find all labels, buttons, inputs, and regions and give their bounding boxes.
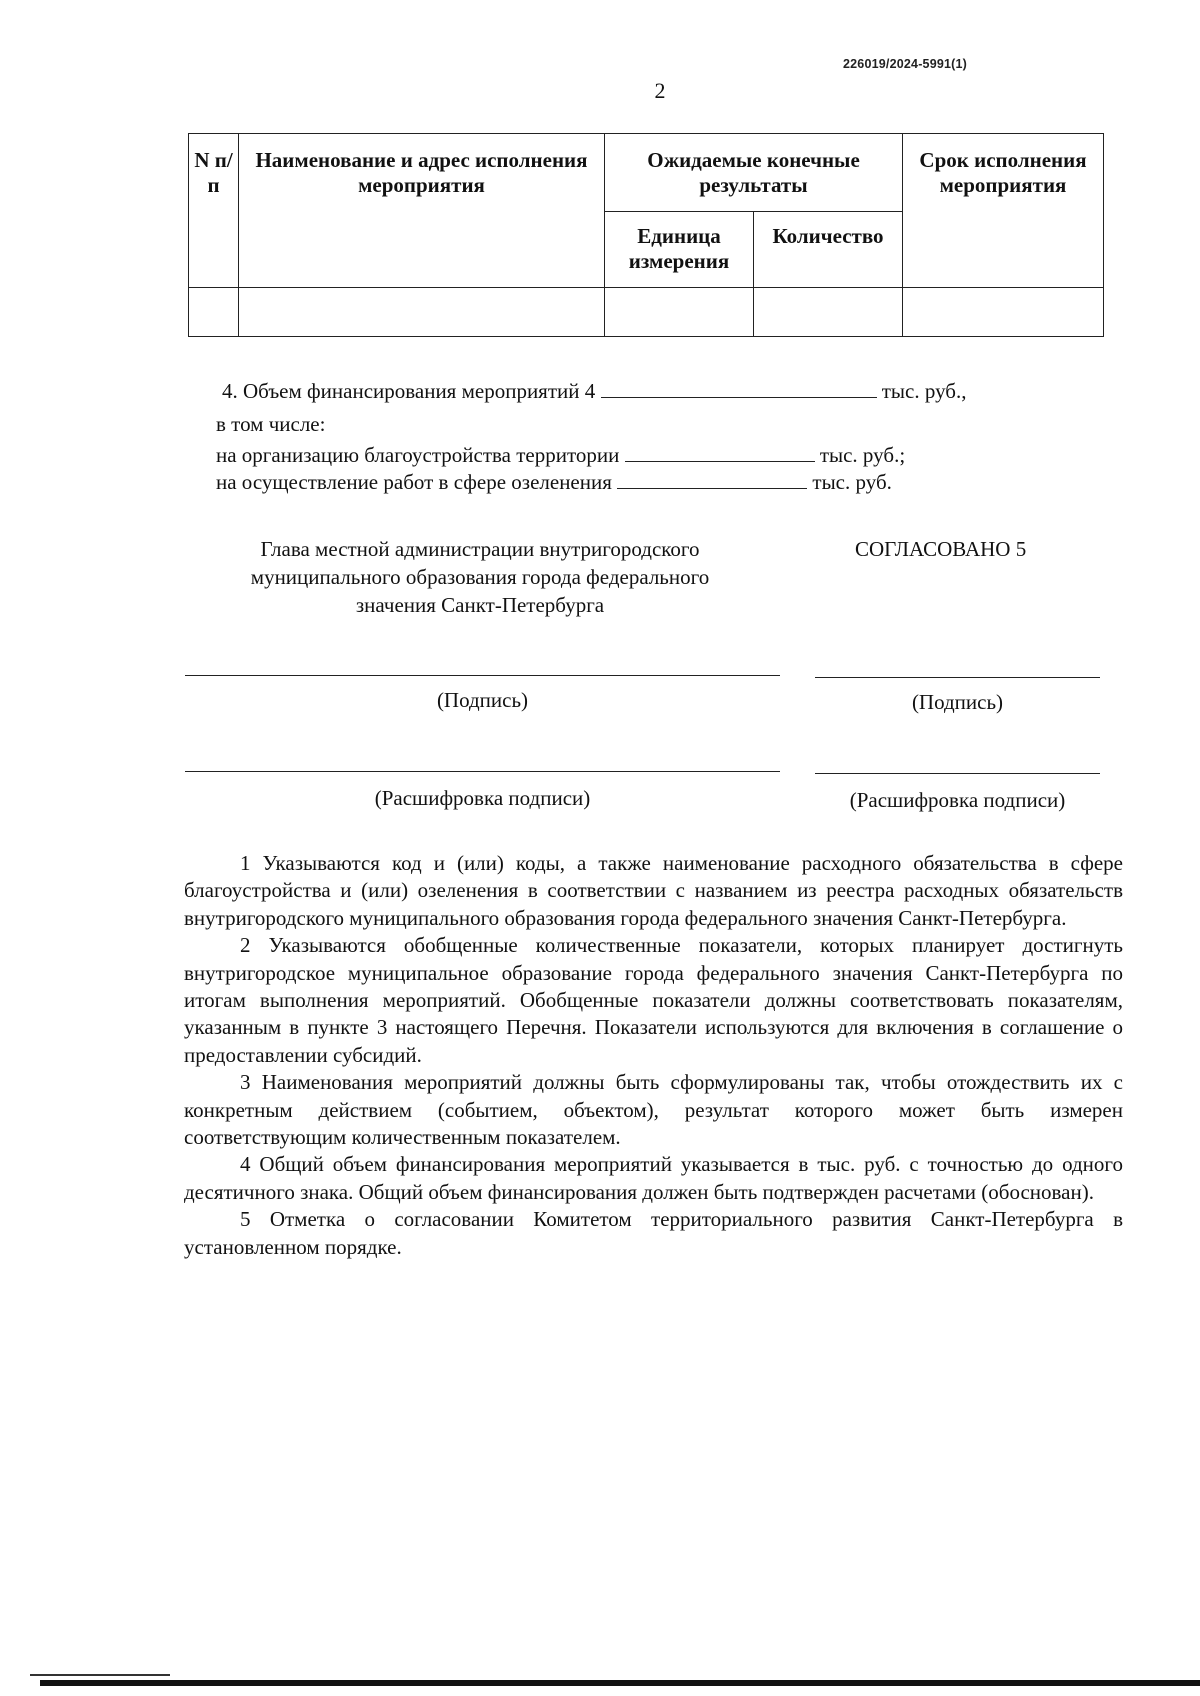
financing-greening-label: на осуществление работ в сфере озеленения [216, 470, 612, 494]
scan-bottom-edge [40, 1680, 1200, 1686]
financing-total-label: 4. Объем финансирования мероприятий 4 [222, 379, 596, 403]
financing-landscaping-blank [625, 439, 815, 462]
left-decoding-line [185, 771, 780, 772]
financing-total-blank [601, 375, 877, 398]
header-number: N п/п [189, 134, 239, 288]
table-cell [754, 288, 903, 337]
footnote-1: 1 Указываются код и (или) коды, а также наименование расходного обязательства в сфере благоустройства и (или) озеленения в соответствии с названием из реестра расходных обязательств внутригородского муниципального образования города федерального значения Санкт-Петербурга. [184, 851, 1123, 930]
financing-greening-unit: тыс. руб. [812, 470, 892, 494]
approval-title: СОГЛАСОВАНО 5 [855, 537, 1027, 561]
left-signature-caption: (Подпись) [436, 688, 529, 712]
financing-greening-line [216, 466, 892, 495]
right-decoding-line [815, 773, 1100, 774]
header-unit: Единица измерения [605, 212, 754, 288]
footnote-3: 3 Наименования мероприятий должны быть сформулированы так, чтобы отождествить их с конкретным действием (событием, объектом), результат которого может быть измерен соответствующим количественным показателем. [184, 1070, 1123, 1150]
financing-total-unit: тыс. руб., [881, 379, 967, 403]
table-cell [903, 288, 1104, 337]
table-cell [239, 288, 605, 337]
financing-greening-blank [617, 466, 807, 489]
header-quantity: Количество [754, 212, 903, 288]
table-cell [605, 288, 754, 337]
financing-landscaping-label: на организацию благоустройства территории [216, 443, 620, 467]
right-decoding-caption: (Расшифровка подписи) [849, 788, 1066, 812]
document-registration-number: 226019/2024-5991(1) [843, 57, 968, 71]
head-title-line-2: муниципального образования города федерального [250, 565, 710, 589]
left-signature-line [185, 675, 780, 676]
head-title-line-1: Глава местной администрации внутригородского [260, 537, 700, 561]
head-title-line-3: значения Санкт-Петербурга [355, 593, 605, 617]
financing-including: в том числе: [216, 412, 326, 436]
financing-landscaping-unit: тыс. руб.; [819, 443, 906, 467]
footnote-4: 4 Общий объем финансирования мероприятий указывается в тыс. руб. с точностью до одного десятичного знака. Общий объем финансирования должен быть подтвержден расчетами (обоснован). [184, 1152, 1123, 1204]
right-signature-line [815, 677, 1100, 678]
footnote-2: 2 Указываются обобщенные количественные показатели, которых планирует достигнуть внутригородское муниципальное образование города федерального значения Санкт-Петербурга по итогам выполнения мероприятий. Обобщенные показатели должны соответствовать показателям, указанным в пункте 3 настоящего Перечня. Показатели используются для включения в соглашение о предоставлении субсидий. [184, 933, 1123, 1067]
scan-edge-mark [30, 1674, 170, 1676]
header-term: Срок исполнения мероприятия [903, 134, 1104, 288]
footnotes [184, 850, 1123, 1261]
footnote-5: 5 Отметка о согласовании Комитетом территориального развития Санкт-Петербурга в установленном порядке. [184, 1207, 1123, 1259]
head-of-administration-title [210, 535, 750, 619]
financing-landscaping-line [216, 439, 905, 468]
header-activity-name: Наименование и адрес исполнения мероприятия [239, 134, 605, 288]
page-number: 2 [654, 78, 666, 103]
left-decoding-caption: (Расшифровка подписи) [374, 786, 591, 810]
right-signature-caption: (Подпись) [911, 690, 1004, 714]
activities-table [188, 133, 1104, 337]
header-expected-results: Ожидаемые конечные результаты [605, 134, 903, 212]
table-row [189, 288, 1104, 337]
table-cell [189, 288, 239, 337]
financing-total-line [222, 375, 967, 404]
